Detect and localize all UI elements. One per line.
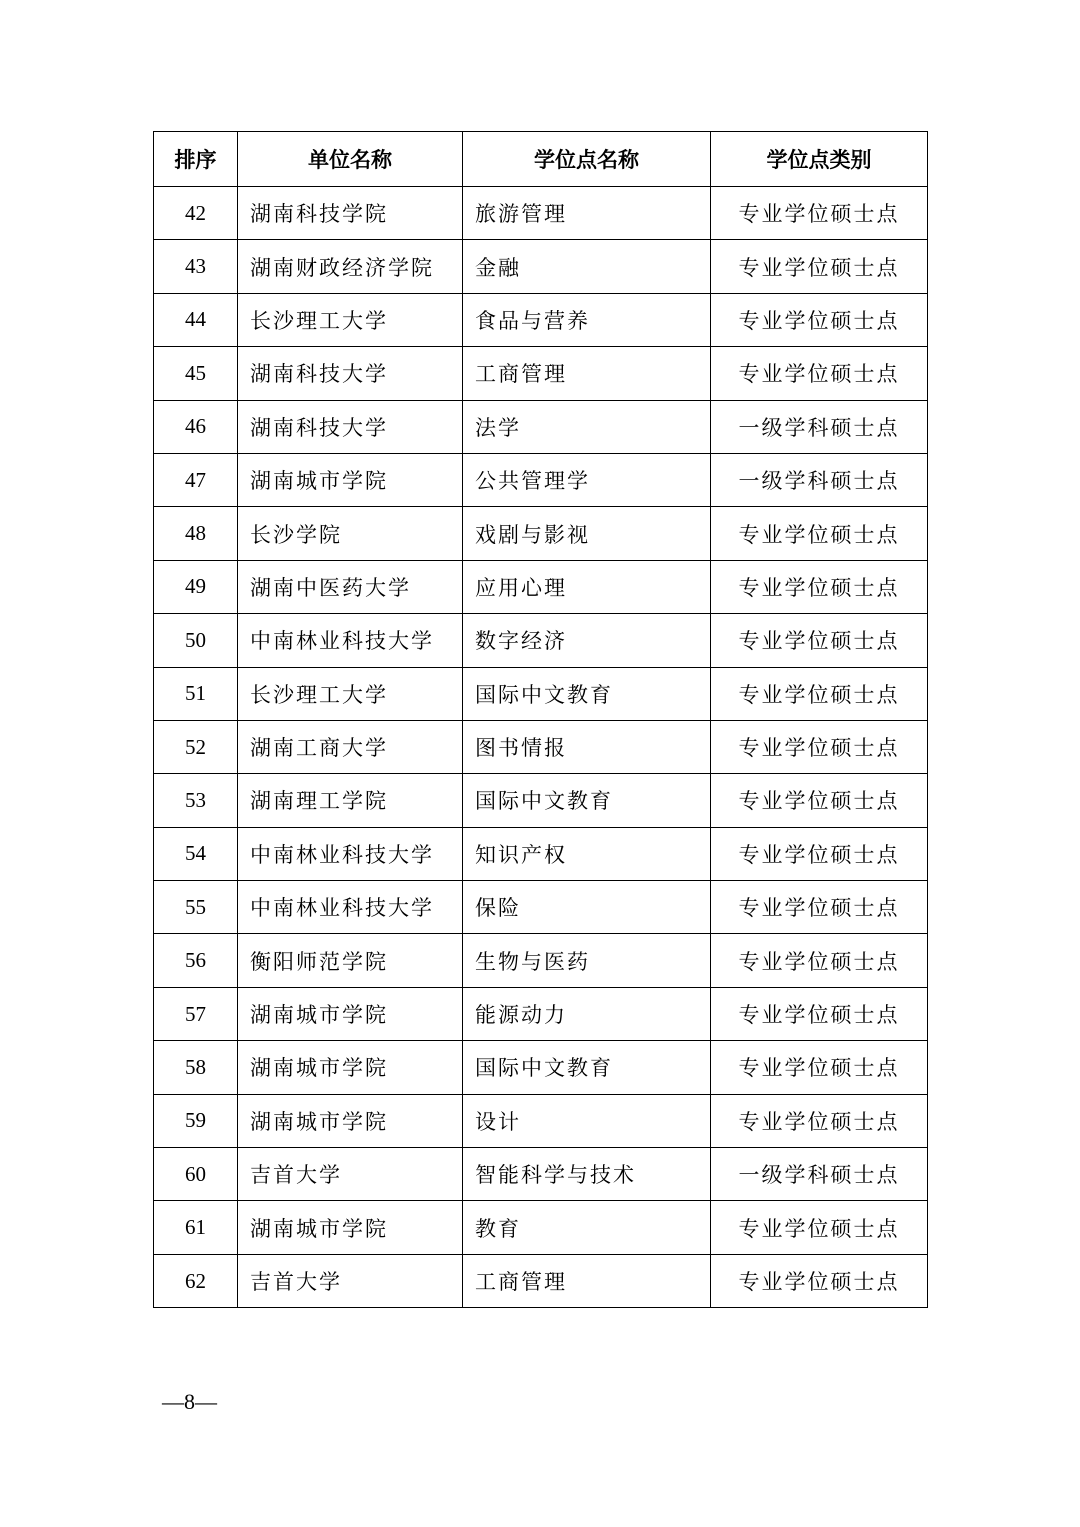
cell-unit: 湖南城市学院 <box>238 1201 463 1254</box>
cell-degree-type: 专业学位硕士点 <box>711 293 928 346</box>
table-row <box>154 1041 928 1094</box>
cell-degree-type: 专业学位硕士点 <box>711 1201 928 1254</box>
cell-unit: 湖南工商大学 <box>238 720 463 773</box>
header-degree-type: 学位点类别 <box>711 132 928 187</box>
cell-rank: 58 <box>154 1041 238 1094</box>
cell-rank: 57 <box>154 987 238 1040</box>
cell-unit: 湖南科技大学 <box>238 347 463 400</box>
table-row <box>154 1148 928 1201</box>
cell-rank: 43 <box>154 240 238 293</box>
cell-degree-name: 国际中文教育 <box>463 1041 711 1094</box>
cell-degree-type: 专业学位硕士点 <box>711 827 928 880</box>
cell-rank: 47 <box>154 453 238 506</box>
cell-unit: 吉首大学 <box>238 1254 463 1307</box>
cell-degree-type: 专业学位硕士点 <box>711 347 928 400</box>
table-row <box>154 1201 928 1254</box>
cell-rank: 62 <box>154 1254 238 1307</box>
cell-degree-name: 法学 <box>463 400 711 453</box>
table-row <box>154 453 928 506</box>
cell-rank: 46 <box>154 400 238 453</box>
cell-rank: 60 <box>154 1148 238 1201</box>
cell-degree-type: 专业学位硕士点 <box>711 240 928 293</box>
cell-unit: 湖南城市学院 <box>238 1041 463 1094</box>
cell-rank: 56 <box>154 934 238 987</box>
header-degree-name: 学位点名称 <box>463 132 711 187</box>
cell-unit: 长沙学院 <box>238 507 463 560</box>
cell-rank: 48 <box>154 507 238 560</box>
cell-degree-name: 食品与营养 <box>463 293 711 346</box>
cell-degree-name: 保险 <box>463 881 711 934</box>
cell-rank: 61 <box>154 1201 238 1254</box>
cell-rank: 54 <box>154 827 238 880</box>
cell-rank: 49 <box>154 560 238 613</box>
cell-degree-type: 专业学位硕士点 <box>711 881 928 934</box>
cell-rank: 44 <box>154 293 238 346</box>
table-row <box>154 614 928 667</box>
cell-unit: 湖南城市学院 <box>238 453 463 506</box>
cell-unit: 长沙理工大学 <box>238 293 463 346</box>
cell-degree-name: 应用心理 <box>463 560 711 613</box>
table-row <box>154 400 928 453</box>
cell-rank: 59 <box>154 1094 238 1147</box>
table-row <box>154 560 928 613</box>
cell-degree-type: 专业学位硕士点 <box>711 720 928 773</box>
cell-unit: 湖南城市学院 <box>238 1094 463 1147</box>
cell-degree-name: 旅游管理 <box>463 187 711 240</box>
cell-unit: 中南林业科技大学 <box>238 881 463 934</box>
cell-degree-name: 智能科学与技术 <box>463 1148 711 1201</box>
cell-unit: 湖南理工学院 <box>238 774 463 827</box>
cell-degree-type: 专业学位硕士点 <box>711 560 928 613</box>
table-row <box>154 187 928 240</box>
table-row <box>154 667 928 720</box>
cell-degree-type: 专业学位硕士点 <box>711 507 928 560</box>
cell-unit: 中南林业科技大学 <box>238 827 463 880</box>
cell-unit: 中南林业科技大学 <box>238 614 463 667</box>
cell-degree-type: 一级学科硕士点 <box>711 1148 928 1201</box>
table-row <box>154 1094 928 1147</box>
cell-degree-type: 专业学位硕士点 <box>711 774 928 827</box>
cell-rank: 51 <box>154 667 238 720</box>
table-row <box>154 720 928 773</box>
table-row <box>154 293 928 346</box>
header-unit: 单位名称 <box>238 132 463 187</box>
cell-rank: 42 <box>154 187 238 240</box>
table-row <box>154 507 928 560</box>
cell-degree-name: 生物与医药 <box>463 934 711 987</box>
cell-degree-type: 专业学位硕士点 <box>711 667 928 720</box>
cell-rank: 50 <box>154 614 238 667</box>
cell-unit: 吉首大学 <box>238 1148 463 1201</box>
degree-program-table <box>153 131 928 1308</box>
cell-degree-name: 能源动力 <box>463 987 711 1040</box>
cell-degree-type: 专业学位硕士点 <box>711 1041 928 1094</box>
table-row <box>154 1254 928 1307</box>
cell-degree-name: 设计 <box>463 1094 711 1147</box>
cell-unit: 湖南科技学院 <box>238 187 463 240</box>
cell-degree-name: 国际中文教育 <box>463 667 711 720</box>
cell-degree-name: 教育 <box>463 1201 711 1254</box>
cell-unit: 湖南财政经济学院 <box>238 240 463 293</box>
cell-rank: 53 <box>154 774 238 827</box>
header-rank: 排序 <box>154 132 238 187</box>
cell-degree-type: 专业学位硕士点 <box>711 987 928 1040</box>
cell-rank: 52 <box>154 720 238 773</box>
cell-degree-name: 知识产权 <box>463 827 711 880</box>
table-row <box>154 774 928 827</box>
cell-unit: 湖南科技大学 <box>238 400 463 453</box>
cell-degree-type: 专业学位硕士点 <box>711 1254 928 1307</box>
table-body <box>154 187 928 1308</box>
table-row <box>154 987 928 1040</box>
cell-unit: 湖南中医药大学 <box>238 560 463 613</box>
cell-degree-name: 数字经济 <box>463 614 711 667</box>
cell-degree-type: 专业学位硕士点 <box>711 614 928 667</box>
cell-degree-type: 一级学科硕士点 <box>711 453 928 506</box>
cell-degree-type: 专业学位硕士点 <box>711 934 928 987</box>
cell-degree-name: 工商管理 <box>463 347 711 400</box>
cell-degree-type: 专业学位硕士点 <box>711 187 928 240</box>
cell-degree-type: 专业学位硕士点 <box>711 1094 928 1147</box>
cell-degree-name: 公共管理学 <box>463 453 711 506</box>
cell-degree-type: 一级学科硕士点 <box>711 400 928 453</box>
cell-degree-name: 图书情报 <box>463 720 711 773</box>
table-row <box>154 827 928 880</box>
table-header-row <box>154 132 928 187</box>
cell-degree-name: 金融 <box>463 240 711 293</box>
cell-unit: 衡阳师范学院 <box>238 934 463 987</box>
cell-unit: 长沙理工大学 <box>238 667 463 720</box>
page-number: —8— <box>162 1389 217 1414</box>
table-row <box>154 240 928 293</box>
cell-degree-name: 国际中文教育 <box>463 774 711 827</box>
cell-unit: 湖南城市学院 <box>238 987 463 1040</box>
cell-rank: 55 <box>154 881 238 934</box>
table-row <box>154 934 928 987</box>
cell-degree-name: 戏剧与影视 <box>463 507 711 560</box>
cell-degree-name: 工商管理 <box>463 1254 711 1307</box>
table-row <box>154 347 928 400</box>
cell-rank: 45 <box>154 347 238 400</box>
table-row <box>154 881 928 934</box>
